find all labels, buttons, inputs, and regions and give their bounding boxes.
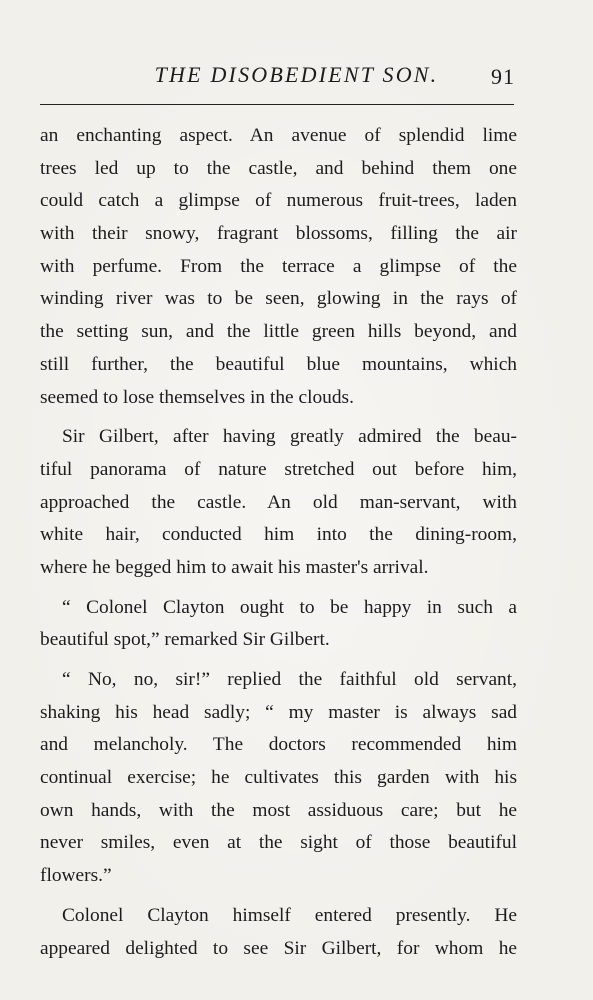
- text-line: tiful panorama of nature stretched out before him,: [40, 458, 517, 480]
- text-line: seemed to lose themselves in the clouds.: [40, 386, 354, 408]
- text-line: never smiles, even at the sight of those beautiful: [40, 832, 517, 854]
- page-header: [40, 62, 515, 96]
- body-text: [40, 120, 517, 965]
- text-line: shaking his head sadly; “ my master is always sad: [40, 701, 517, 723]
- paragraph: [40, 421, 517, 584]
- paragraph: [40, 120, 517, 414]
- text-line: beautiful spot,” remarked Sir Gilbert.: [40, 629, 330, 651]
- text-line: the setting sun, and the little green hills beyond, and: [40, 321, 517, 343]
- text-line: and melancholy. The doctors recommended him: [40, 734, 517, 756]
- text-line: “ No, no, sir!” replied the faithful old servant,: [62, 669, 517, 690]
- paragraph: [40, 900, 517, 965]
- text-line: continual exercise; he cultivates this garden with his: [40, 767, 517, 789]
- text-line: appeared delighted to see Sir Gilbert, for whom he: [40, 937, 517, 959]
- text-line: Sir Gilbert, after having greatly admired the beau-: [62, 426, 517, 448]
- text-line: white hair, conducted him into the dining-room,: [40, 524, 517, 546]
- page-number: 91: [491, 64, 515, 89]
- text-line: trees led up to the castle, and behind them one: [40, 157, 517, 179]
- text-line: Colonel Clayton himself entered presently. He: [62, 904, 517, 926]
- paragraph: [40, 664, 517, 893]
- text-line: “ Colonel Clayton ought to be happy in such a: [62, 596, 517, 618]
- text-line: still further, the beautiful blue mountains, which: [40, 353, 517, 375]
- text-line: with perfume. From the terrace a glimpse of the: [40, 255, 517, 277]
- text-line: approached the castle. An old man-servant, with: [40, 491, 517, 513]
- text-line: where he begged him to await his master's arrival.: [40, 556, 429, 578]
- paragraph: [40, 592, 517, 657]
- text-line: own hands, with the most assiduous care; but he: [40, 799, 517, 821]
- text-line: winding river was to be seen, glowing in the rays of: [40, 288, 517, 310]
- text-line: could catch a glimpse of numerous fruit-trees, laden: [40, 190, 517, 212]
- text-line: with their snowy, fragrant blossoms, filling the air: [40, 223, 517, 245]
- text-line: flowers.”: [40, 865, 112, 887]
- running-title: THE DISOBEDIENT SON.: [154, 62, 439, 87]
- header-rule: [40, 104, 514, 105]
- text-line: an enchanting aspect. An avenue of splendid lime: [40, 125, 517, 146]
